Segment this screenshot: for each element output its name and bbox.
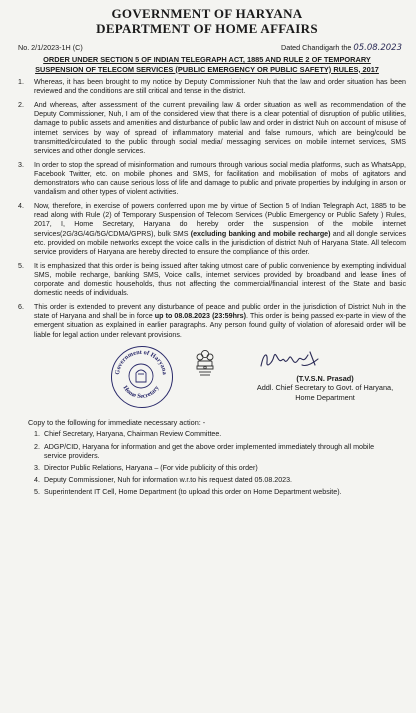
order-number: No. 2/1/2023-1H (C)	[18, 43, 83, 52]
paragraph-text	[30, 202, 406, 258]
paragraph-number: 1.	[18, 78, 24, 87]
copy-to-intro: Copy to the following for immediate necessary action: -	[28, 417, 206, 427]
svg-text:Government of Haryana	[114, 349, 168, 376]
seal-top-text: Government of Haryana	[113, 348, 168, 376]
list-item-text: Chief Secretary, Haryana, Chairman Review Committee.	[44, 430, 222, 439]
reference-row	[8, 43, 406, 53]
list-item	[34, 464, 406, 473]
department-title: DEPARTMENT OF HOME AFFAIRS	[96, 21, 318, 36]
signatory-department: Home Department	[295, 392, 355, 402]
paragraph-text-part: This order is extended to prevent any disturbance of peace and public order in the jurisdiction of District Nuh in the state of Haryana and shall be in force	[34, 302, 406, 321]
paragraph-5	[8, 262, 406, 299]
paragraph-text-bold: up to 08.08.2023 (23:59hrs)	[154, 312, 246, 321]
paragraph-2	[8, 101, 406, 157]
paragraph-3	[8, 161, 406, 198]
paragraph-text-part: and all dongle services etc. provided on mobile networks except the voice calls in the jurisdiction of district Nuh of Haryana State. All telecom service providers of Haryana are hereby directed to ensure the compliance of this order.	[34, 229, 406, 257]
list-item-number: 4.	[34, 476, 40, 485]
paragraph-number: 3.	[18, 160, 24, 169]
paragraph-text-part: Now, therefore, in exercise of powers conferred upon me by virtue of Section 5 of Indian Telegraph Act, 1885 to be read along with Rule (2) of Temporary Suspension of Telecom Services (Public Emergency or Public Safety ) Rules, 2017, I, Home Secretary, Haryana do hereby order the suspension of the mobile internet services(2G/3G/4G/5G/CDMA/GPRS), bulk SMS	[34, 201, 406, 238]
letterhead	[8, 6, 406, 36]
svg-text:Home Secretary	[121, 384, 161, 400]
official-seal-stamp	[111, 346, 173, 408]
handwritten-signature	[258, 346, 328, 372]
paragraph-text-part: . This order is being passed ex-parte in view of the emergent situation as explained in earlier paragraphs. Any person found guilty of violation of aforesaid order will be liable for legal action under relevant provisions.	[34, 312, 407, 339]
paragraph-4	[8, 202, 406, 258]
list-item	[34, 488, 406, 497]
paragraph-1	[8, 78, 406, 97]
govt-title: GOVERNMENT OF HARYANA	[111, 6, 303, 21]
list-item-text: Deputy Commissioner, Nuh for information w.r.to his request dated 05.08.2023.	[44, 476, 293, 485]
signatory-name: (T.V.S.N. Prasad)	[296, 373, 354, 383]
seal-bottom-text: Home Secretary	[121, 384, 161, 400]
seal-ring-text	[111, 346, 171, 406]
paragraph-text: Whereas, it has been brought to my notice by Deputy Commissioner Nuh that the law and order situation has been reviewed and the conditions are still critical and tense in the district.	[34, 78, 406, 96]
list-item-text: Director Public Relations, Haryana – (For vide publicity of this order)	[44, 463, 258, 472]
list-item-text: ADGP/CID, Haryana for information and get the above order implemented immediately through all mobile service providers.	[44, 442, 375, 460]
paragraph-text	[30, 303, 406, 340]
paragraph-number: 4.	[18, 201, 24, 210]
paragraph-number: 6.	[18, 302, 24, 311]
paragraph-6	[8, 303, 406, 340]
list-item	[34, 443, 406, 461]
list-item-number: 1.	[34, 430, 40, 439]
paragraph-text: In order to stop the spread of misinformation and rumours through various social media platforms, such as WhatsApp, Facebook Twitter, etc. on mobile phones and SMS, for facilitation and mobilisation of mobs of agitators and demonstrators who can cause serious loss of life and damage to public and private properties by indulging in arson or vandalism and other types of violent activities.	[34, 160, 406, 197]
signature-block	[8, 344, 406, 422]
order-subject: ORDER UNDER SECTION 5 OF INDIAN TELEGRAPH ACT, 1885 AND RULE 2 OF TEMPORARY SUSPENSION OF TELECOM SERVICES (PUBLIC EMERGENCY OR PUBLIC SAFETY) RULES, 2017	[35, 55, 379, 74]
list-item	[34, 476, 406, 485]
signatory	[240, 374, 410, 402]
dated-value: 05.08.2023	[353, 43, 402, 53]
dated-label: Dated Chandigarh the	[281, 43, 352, 52]
list-item-number: 5.	[34, 488, 40, 497]
list-item-number: 3.	[34, 463, 40, 472]
copy-list	[8, 430, 406, 497]
paragraph-text: It is emphasized that this order is being issued after taking utmost care of public convenience by exempting individual SMS, mobile recharge, banking SMS, Voice calls, internet services provided by broadband and lease lines of corporate and domestic households, thus not affecting the commercial/financial interest of the State and basic domestic needs of individuals.	[34, 261, 406, 298]
paragraph-text-bold: (excluding banking and mobile recharge)	[190, 229, 331, 238]
national-emblem-icon	[194, 348, 216, 380]
list-item	[34, 430, 406, 439]
paragraph-number: 2.	[18, 100, 24, 109]
paragraph-text: And whereas, after assessment of the current prevailing law & order situation as well as recommendation of the Deputy Commissioner, Nuh, I am of the considered view that there is a clear potential of disruption of public utilities, damage to public assets and amenities and disturbance of public law and order in district Nuh on account of misuse of internet services by way of spread of inflammatory material and false rumours, which are being/could be transmitted/circulated to the public through social media/ messaging services on mobile internet services, SMS services and other dongle services.	[34, 100, 406, 156]
paragraph-number: 5.	[18, 261, 24, 270]
list-item-number: 2.	[34, 442, 40, 451]
signatory-designation: Addl. Chief Secretary to Govt. of Haryana,	[256, 383, 394, 393]
list-item-text: Superintendent IT Cell, Home Department (to upload this order on Home Department website).	[44, 488, 342, 497]
order-date	[281, 43, 402, 53]
